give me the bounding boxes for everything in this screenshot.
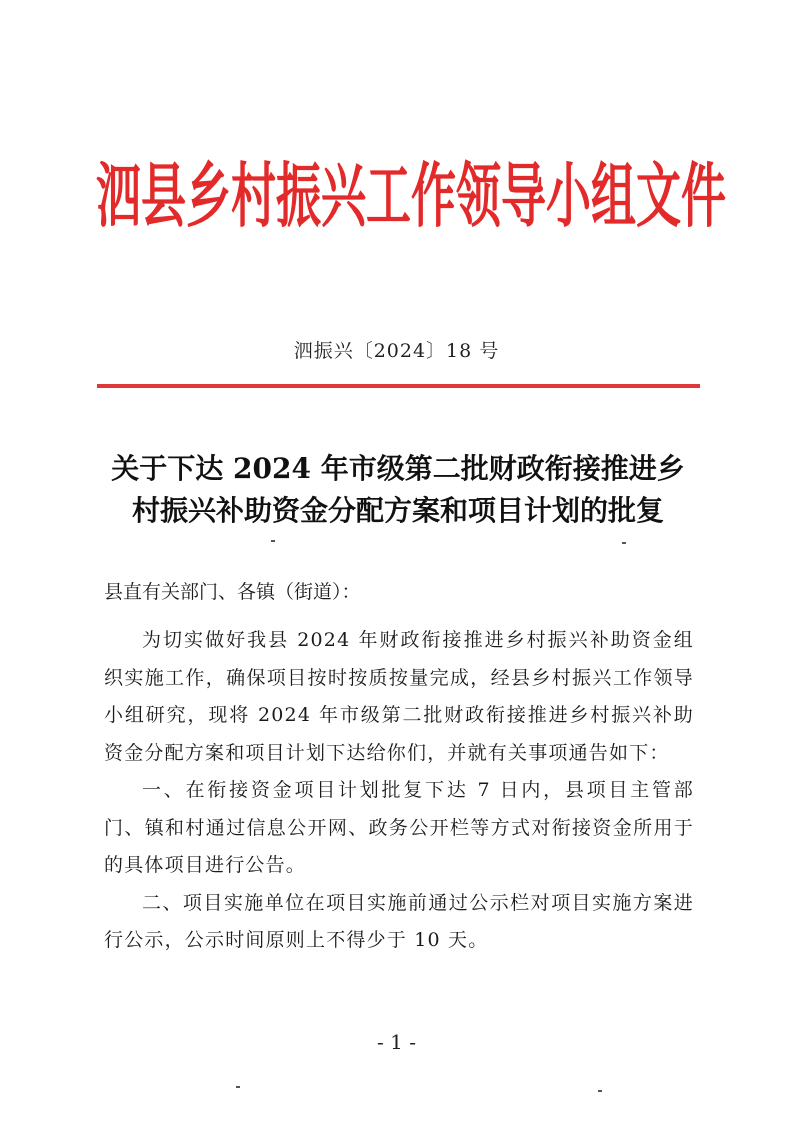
scan-speck <box>236 1086 240 1088</box>
body-paragraph: 二、项目实施单位在项目实施前通过公示栏对项目实施方案进行公示，公示时间原则上不得少于 10 天。 <box>104 891 694 951</box>
document-number: 泗振兴〔2024〕18 号 <box>293 340 500 362</box>
document-title-line-2: 村振兴补助资金分配方案和项目计划的批复 <box>131 494 664 527</box>
document-title-line-1: 关于下达 2024 年市级第二批财政衔接推进乡 <box>111 452 685 485</box>
page-number: - 1 - <box>377 1030 416 1054</box>
body-paragraph: 一、在衔接资金项目计划批复下达 7 日内，县项目主管部门、镇和村通过信息公开网、政务公开栏等方式对衔接资金所用于的具体项目进行公告。 <box>104 779 694 876</box>
scan-speck <box>598 1090 602 1092</box>
scan-speck <box>622 542 626 544</box>
salutation: 县直有关部门、各镇（街道）： <box>104 581 361 603</box>
body-paragraphs <box>104 622 694 960</box>
scan-speck <box>271 540 275 542</box>
body-paragraph: 为切实做好我县 2024 年财政衔接推进乡村振兴补助资金组织实施工作，确保项目按时按质按量完成，经县乡村振兴工作领导小组研究，现将 2024 年市级第二批财政衔接推进乡村振兴补助资金分配方案和项目计划下达给你们，并就有关事项通告如下： <box>104 629 694 764</box>
document-header-title: 泗县乡村振兴工作领导小组文件 <box>96 154 727 237</box>
red-divider-line <box>97 384 700 388</box>
document-title <box>96 448 700 532</box>
